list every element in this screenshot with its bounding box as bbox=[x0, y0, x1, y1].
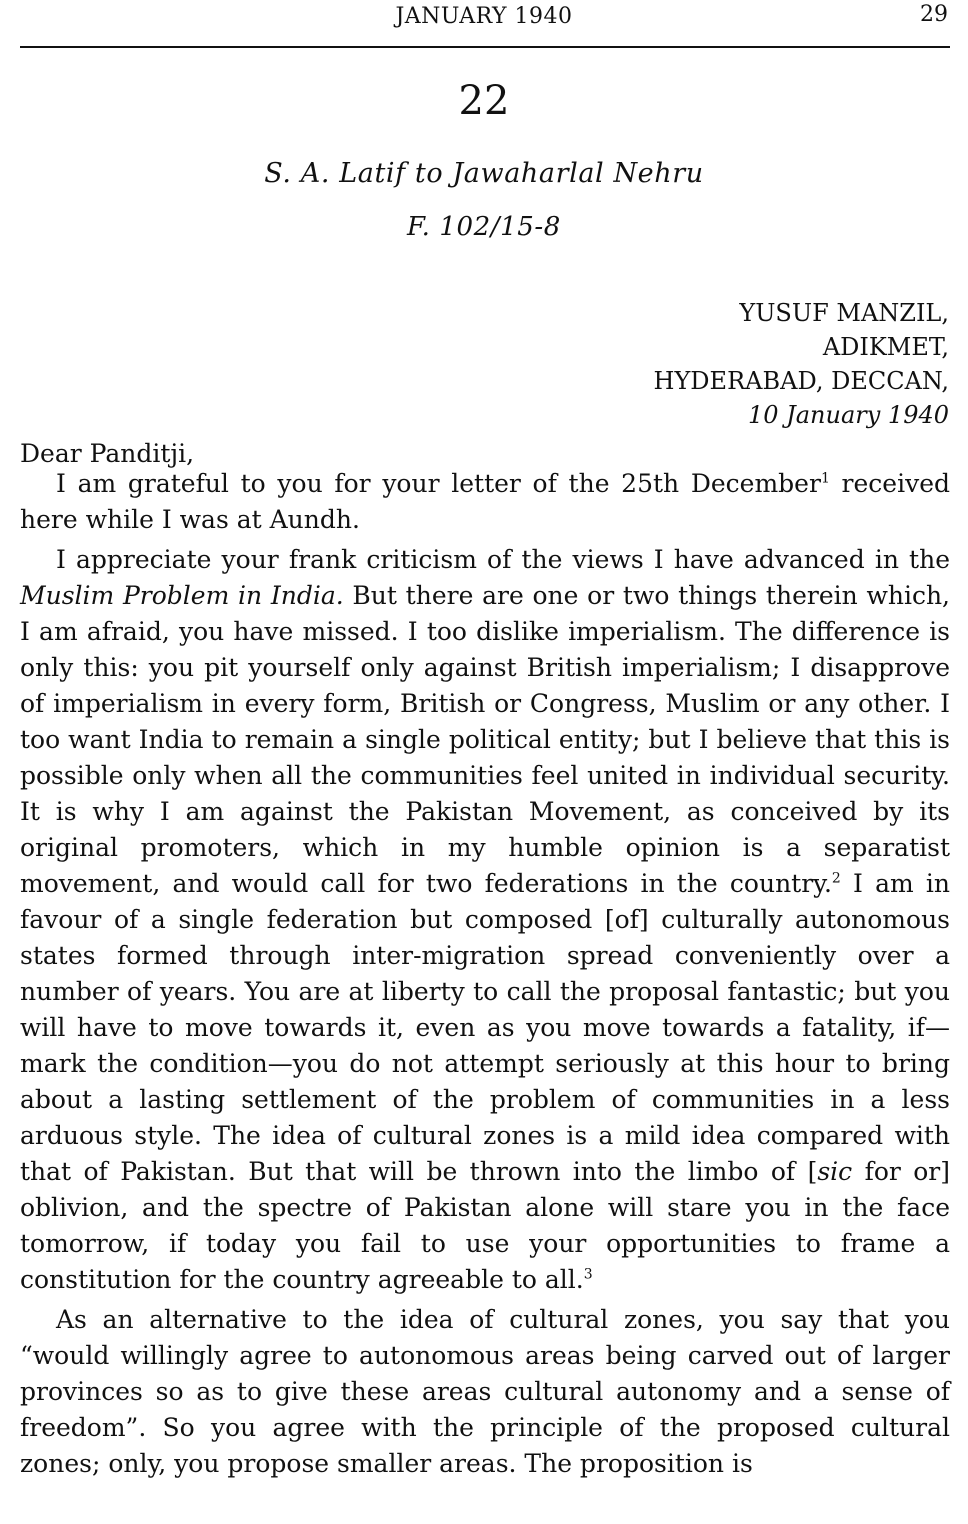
footnote-marker: 3 bbox=[583, 1266, 593, 1283]
letter-body bbox=[20, 466, 950, 1482]
paragraph-text: I am in favour of a single federation but composed [of] culturally autonomous states formed through inter-migration spread conveniently over a number of years. You are at liberty to call the proposal fantastic; but you will have to move towards it, even as you move towards a fatality, if—mark the condition—you do not attempt seriously at this hour to bring about a lasting settlement of the problem of communities in a less arduous style. The idea of cultural zones is a mild idea compared with that of Pakistan. But that will be thrown into the limbo of [ bbox=[20, 869, 950, 1186]
paragraph-text: for or] oblivion, and the spectre of Pakistan alone will stare you in the face tomorrow, if today you fail to use your opportunities to frame a constitution for the country agreeable to all. bbox=[20, 1157, 950, 1294]
address-line: YUSUF MANZIL, bbox=[739, 299, 949, 327]
address-line: ADIKMET, bbox=[822, 333, 949, 361]
book-title: Muslim Problem in India. bbox=[20, 581, 344, 610]
paragraph bbox=[20, 542, 950, 1298]
document-number: 22 bbox=[458, 78, 510, 124]
address-line: HYDERABAD, DECCAN, bbox=[653, 367, 949, 395]
header-rule bbox=[20, 46, 950, 48]
paragraph: As an alternative to the idea of cultural zones, you say that you “would willingly agree to autonomous areas being carved out of larger provinces so as to give these areas cultural autonomy and a sense of freedom”. So you agree with the principle of the proposed cultural zones; only, you propose smaller areas. The proposition is bbox=[20, 1305, 950, 1478]
letter-date: 10 January 1940 bbox=[747, 401, 949, 429]
running-title: JANUARY 1940 bbox=[395, 4, 573, 29]
paragraph-text: received here while I was at Aundh. bbox=[20, 469, 951, 534]
footnote-marker: 1 bbox=[820, 470, 830, 487]
paragraph-text: I am grateful to you for your letter of the 25th December bbox=[56, 469, 821, 498]
paragraph-text: I appreciate your frank criticism of the views I have advanced in the bbox=[56, 545, 950, 574]
paragraph-text: But there are one or two things therein which, I am afraid, you have missed. I too dislike imperialism. The difference is only this: you pit yourself only against British imperialism; I disapprove of imperialism in every form, British or Congress, Muslim or any other. I too want India to remain a single political entity; but I believe that this is possible only when all the communities feel united in individual security. It is why I am against the Pakistan Movement, as conceived by its original promoters, which in my humble opinion is a separatist movement, and would call for two federations in the country. bbox=[20, 581, 950, 898]
page-number: 29 bbox=[920, 2, 948, 27]
file-reference: F. 102/15-8 bbox=[407, 212, 561, 242]
footnote-marker: 2 bbox=[831, 870, 841, 887]
sender-address bbox=[654, 296, 949, 432]
running-head bbox=[20, 0, 948, 40]
letter-heading: S. A. Latif to Jawaharlal Nehru bbox=[264, 158, 704, 189]
paragraph bbox=[20, 466, 950, 538]
salutation: Dear Panditji, bbox=[20, 439, 195, 468]
sic-mark: sic bbox=[817, 1157, 853, 1186]
